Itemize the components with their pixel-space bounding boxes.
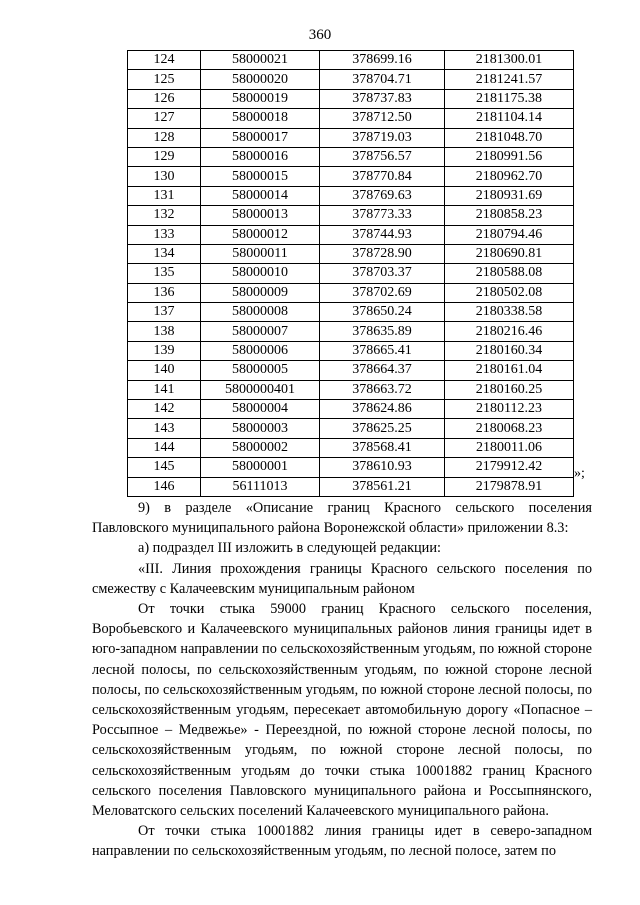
x-coordinate-cell: 378712.50	[320, 109, 445, 128]
page-number: 360	[308, 27, 332, 43]
coordinates-table	[127, 50, 574, 497]
point-id-cell: 58000005	[201, 361, 320, 380]
table-row	[128, 109, 574, 128]
table-row	[128, 380, 574, 399]
table-row	[128, 458, 574, 477]
point-id-cell: 58000007	[201, 322, 320, 341]
point-id-cell: 58000013	[201, 206, 320, 225]
x-coordinate-cell: 378568.41	[320, 438, 445, 457]
paragraph-boundary-description: От точки стыка 59000 границ Красного сельского поселения, Воробьевского и Калачеевского муниципальных районов линия границы идет в юго-западном направлении по сельскохозяйственным угодьям, по южной стороне лесной полосы, по сельскохозяйственным угодьям, по южной стороне лесной полосы, по сельскохозяйственным угодьям, по южной стороне лесной полосы, по сельскохозяйственным угодьям, пересекает автомобильную дорогу «Попасное – Россыпное – Медвежье» - Переездной, по южной стороне лесной полосы, по сельскохозяйственным угодьям, по южной стороне лесной полосы, по сельскохозяйственным угодьям до точки стыка 10001882 границ Красного сельского поселения Павловского муниципального района и Россыпнянского, Меловатского сельских поселений Калачеевского муниципального района.	[92, 601, 592, 820]
point-id-cell: 58000018	[201, 109, 320, 128]
y-coordinate-cell: 2181048.70	[445, 128, 574, 147]
point-number-cell: 143	[128, 419, 201, 438]
table-row	[128, 89, 574, 108]
point-id-cell: 58000014	[201, 186, 320, 205]
point-id-cell: 58000009	[201, 283, 320, 302]
table-row	[128, 400, 574, 419]
table-row	[128, 51, 574, 70]
point-number-cell: 124	[128, 51, 201, 70]
point-id-cell: 58000020	[201, 70, 320, 89]
point-number-cell: 141	[128, 380, 201, 399]
x-coordinate-cell: 378624.86	[320, 400, 445, 419]
point-id-cell: 58000010	[201, 264, 320, 283]
x-coordinate-cell: 378770.84	[320, 167, 445, 186]
point-number-cell: 137	[128, 303, 201, 322]
x-coordinate-cell: 378704.71	[320, 70, 445, 89]
body-text	[92, 498, 592, 862]
table-row	[128, 283, 574, 302]
table-row	[128, 147, 574, 166]
point-number-cell: 134	[128, 244, 201, 263]
point-number-cell: 142	[128, 400, 201, 419]
x-coordinate-cell: 378728.90	[320, 244, 445, 263]
point-id-cell: 58000017	[201, 128, 320, 147]
table-row	[128, 225, 574, 244]
y-coordinate-cell: 2180502.08	[445, 283, 574, 302]
point-id-cell: 58000012	[201, 225, 320, 244]
x-coordinate-cell: 378769.63	[320, 186, 445, 205]
y-coordinate-cell: 2180011.06	[445, 438, 574, 457]
table-row	[128, 438, 574, 457]
point-id-cell: 58000019	[201, 89, 320, 108]
x-coordinate-cell: 378561.21	[320, 477, 445, 496]
table-row	[128, 167, 574, 186]
y-coordinate-cell: 2179878.91	[445, 477, 574, 496]
x-coordinate-cell: 378664.37	[320, 361, 445, 380]
point-id-cell: 58000003	[201, 419, 320, 438]
point-number-cell: 129	[128, 147, 201, 166]
x-coordinate-cell: 378719.03	[320, 128, 445, 147]
x-coordinate-cell: 378773.33	[320, 206, 445, 225]
x-coordinate-cell: 378650.24	[320, 303, 445, 322]
table-row	[128, 206, 574, 225]
y-coordinate-cell: 2180991.56	[445, 147, 574, 166]
y-coordinate-cell: 2180161.04	[445, 361, 574, 380]
point-id-cell: 58000001	[201, 458, 320, 477]
x-coordinate-cell: 378702.69	[320, 283, 445, 302]
table-row	[128, 128, 574, 147]
point-number-cell: 133	[128, 225, 201, 244]
point-number-cell: 136	[128, 283, 201, 302]
point-id-cell: 58000004	[201, 400, 320, 419]
point-number-cell: 135	[128, 264, 201, 283]
table-row	[128, 341, 574, 360]
y-coordinate-cell: 2180338.58	[445, 303, 574, 322]
paragraph-section-9: 9) в разделе «Описание границ Красного сельского поселения Павловского муниципального района Воронежской области» приложении 8.3:	[92, 500, 592, 537]
point-id-cell: 58000011	[201, 244, 320, 263]
table-closing-quote: »;	[574, 466, 585, 481]
point-id-cell: 58000002	[201, 438, 320, 457]
y-coordinate-cell: 2181241.57	[445, 70, 574, 89]
paragraph-heading-iii: «III. Линия прохождения границы Красного сельского поселения по смежеству с Калачеевским муниципальным районом	[92, 560, 592, 597]
point-number-cell: 139	[128, 341, 201, 360]
point-number-cell: 132	[128, 206, 201, 225]
y-coordinate-cell: 2180160.34	[445, 341, 574, 360]
point-id-cell: 58000021	[201, 51, 320, 70]
x-coordinate-cell: 378744.93	[320, 225, 445, 244]
y-coordinate-cell: 2180216.46	[445, 322, 574, 341]
y-coordinate-cell: 2181300.01	[445, 51, 574, 70]
y-coordinate-cell: 2180931.69	[445, 186, 574, 205]
point-number-cell: 130	[128, 167, 201, 186]
point-number-cell: 126	[128, 89, 201, 108]
table-row	[128, 186, 574, 205]
x-coordinate-cell: 378663.72	[320, 380, 445, 399]
point-id-cell: 5800000401	[201, 380, 320, 399]
x-coordinate-cell: 378610.93	[320, 458, 445, 477]
y-coordinate-cell: 2180160.25	[445, 380, 574, 399]
y-coordinate-cell: 2181104.14	[445, 109, 574, 128]
x-coordinate-cell: 378665.41	[320, 341, 445, 360]
x-coordinate-cell: 378737.83	[320, 89, 445, 108]
point-number-cell: 144	[128, 438, 201, 457]
point-id-cell: 56111013	[201, 477, 320, 496]
y-coordinate-cell: 2180690.81	[445, 244, 574, 263]
point-id-cell: 58000015	[201, 167, 320, 186]
point-number-cell: 145	[128, 458, 201, 477]
point-number-cell: 128	[128, 128, 201, 147]
y-coordinate-cell: 2180794.46	[445, 225, 574, 244]
point-number-cell: 127	[128, 109, 201, 128]
point-number-cell: 125	[128, 70, 201, 89]
point-id-cell: 58000016	[201, 147, 320, 166]
y-coordinate-cell: 2180068.23	[445, 419, 574, 438]
table-row	[128, 322, 574, 341]
point-number-cell: 131	[128, 186, 201, 205]
table-row	[128, 477, 574, 496]
point-number-cell: 138	[128, 322, 201, 341]
y-coordinate-cell: 2181175.38	[445, 89, 574, 108]
y-coordinate-cell: 2180858.23	[445, 206, 574, 225]
x-coordinate-cell: 378699.16	[320, 51, 445, 70]
x-coordinate-cell: 378635.89	[320, 322, 445, 341]
table-row	[128, 264, 574, 283]
table-row	[128, 303, 574, 322]
point-number-cell: 146	[128, 477, 201, 496]
table-row	[128, 244, 574, 263]
point-number-cell: 140	[128, 361, 201, 380]
y-coordinate-cell: 2179912.42	[445, 458, 574, 477]
paragraph-subsection-a: а) подраздел III изложить в следующей редакции:	[138, 540, 441, 557]
y-coordinate-cell: 2180112.23	[445, 400, 574, 419]
point-id-cell: 58000008	[201, 303, 320, 322]
table-row	[128, 70, 574, 89]
y-coordinate-cell: 2180962.70	[445, 167, 574, 186]
paragraph-boundary-continuation: От точки стыка 10001882 линия границы идет в северо-западном направлении по сельскохозяйственным угодьям, по лесной полосе, затем по	[92, 823, 592, 860]
x-coordinate-cell: 378625.25	[320, 419, 445, 438]
x-coordinate-cell: 378756.57	[320, 147, 445, 166]
x-coordinate-cell: 378703.37	[320, 264, 445, 283]
point-id-cell: 58000006	[201, 341, 320, 360]
table-row	[128, 361, 574, 380]
table-row	[128, 419, 574, 438]
y-coordinate-cell: 2180588.08	[445, 264, 574, 283]
